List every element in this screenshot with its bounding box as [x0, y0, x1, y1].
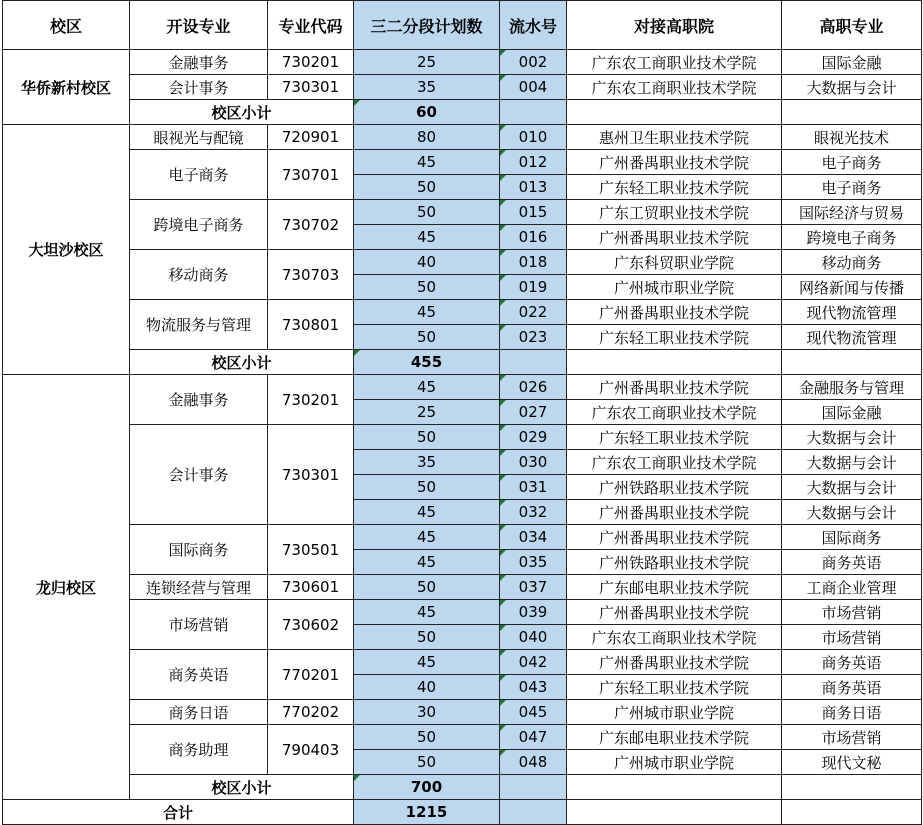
plan-count: 50: [354, 425, 500, 450]
higher-major: 国际经济与贸易: [782, 200, 922, 225]
major-name: 市场营销: [130, 600, 268, 650]
major-name: 商务助理: [130, 725, 268, 775]
subtotal-label: 校区小计: [130, 775, 354, 800]
plan-count: 45: [354, 600, 500, 625]
plan-count: 50: [354, 325, 500, 350]
table-row: [3, 300, 922, 325]
plan-count: 50: [354, 750, 500, 775]
table-row: [3, 75, 922, 100]
plan-count: 45: [354, 225, 500, 250]
higher-major: 大数据与会计: [782, 425, 922, 450]
partner-college: 广东科贸职业学院: [567, 250, 782, 275]
partner-college: 广东轻工职业技术学院: [567, 425, 782, 450]
major-code: 770202: [268, 700, 354, 725]
total-row: [3, 800, 922, 825]
major-name: 会计事务: [130, 75, 268, 100]
table-row: [3, 200, 922, 225]
major-code: 730301: [268, 425, 354, 525]
major-name: 商务英语: [130, 650, 268, 700]
header-higher-major: 高职专业: [782, 1, 922, 50]
major-name: 金融事务: [130, 50, 268, 75]
serial-number: 023: [500, 325, 567, 350]
table-row: [3, 375, 922, 400]
higher-major: 移动商务: [782, 250, 922, 275]
higher-major: 电子商务: [782, 175, 922, 200]
subtotal-row: [3, 100, 922, 125]
partner-college: 广州番禺职业技术学院: [567, 225, 782, 250]
serial-number: 035: [500, 550, 567, 575]
table-row: [3, 50, 922, 75]
total-value: 1215: [354, 800, 500, 825]
higher-major: 跨境电子商务: [782, 225, 922, 250]
partner-college: 广州铁路职业技术学院: [567, 550, 782, 575]
table-row: [3, 700, 922, 725]
serial-number: 031: [500, 475, 567, 500]
partner-college: 广州城市职业学院: [567, 700, 782, 725]
plan-count: 35: [354, 450, 500, 475]
major-name: 金融事务: [130, 375, 268, 425]
higher-major: 市场营销: [782, 625, 922, 650]
higher-major: 商务日语: [782, 700, 922, 725]
subtotal-label: 校区小计: [130, 350, 354, 375]
higher-major: 网络新闻与传播: [782, 275, 922, 300]
major-name: 连锁经营与管理: [130, 575, 268, 600]
campus-name: 大坦沙校区: [3, 125, 130, 375]
plan-count: 25: [354, 50, 500, 75]
major-code: 730501: [268, 525, 354, 575]
plan-count: 45: [354, 150, 500, 175]
partner-college: 广州番禺职业技术学院: [567, 150, 782, 175]
plan-count: 25: [354, 400, 500, 425]
subtotal-major-blank: [782, 350, 922, 375]
major-code: 730601: [268, 575, 354, 600]
major-name: 电子商务: [130, 150, 268, 200]
total-major-blank: [782, 800, 922, 825]
subtotal-college-blank: [567, 350, 782, 375]
serial-number: 010: [500, 125, 567, 150]
partner-college: 广州铁路职业技术学院: [567, 475, 782, 500]
subtotal-value: 455: [354, 350, 500, 375]
subtotal-row: [3, 775, 922, 800]
subtotal-serial-blank: [500, 775, 567, 800]
serial-number: 016: [500, 225, 567, 250]
subtotal-serial-blank: [500, 100, 567, 125]
serial-number: 027: [500, 400, 567, 425]
serial-number: 032: [500, 500, 567, 525]
plan-count: 50: [354, 725, 500, 750]
serial-number: 047: [500, 725, 567, 750]
plan-count: 45: [354, 300, 500, 325]
major-code: 730201: [268, 375, 354, 425]
serial-number: 004: [500, 75, 567, 100]
partner-college: 广东农工商职业技术学院: [567, 625, 782, 650]
major-code: 730702: [268, 200, 354, 250]
partner-college: 广州番禺职业技术学院: [567, 600, 782, 625]
table-row: [3, 425, 922, 450]
major-code: 730201: [268, 50, 354, 75]
partner-college: 广东邮电职业技术学院: [567, 725, 782, 750]
partner-college: 广州城市职业学院: [567, 275, 782, 300]
header-campus: 校区: [3, 1, 130, 50]
higher-major: 国际金融: [782, 400, 922, 425]
table-row: [3, 650, 922, 675]
plan-count: 45: [354, 500, 500, 525]
subtotal-major-blank: [782, 100, 922, 125]
serial-number: 030: [500, 450, 567, 475]
table-row: [3, 575, 922, 600]
plan-count: 50: [354, 575, 500, 600]
serial-number: 015: [500, 200, 567, 225]
serial-number: 029: [500, 425, 567, 450]
serial-number: 019: [500, 275, 567, 300]
higher-major: 金融服务与管理: [782, 375, 922, 400]
higher-major: 大数据与会计: [782, 500, 922, 525]
major-code: 730701: [268, 150, 354, 200]
subtotal-college-blank: [567, 100, 782, 125]
higher-major: 现代物流管理: [782, 325, 922, 350]
campus-name: 龙归校区: [3, 375, 130, 800]
higher-major: 大数据与会计: [782, 450, 922, 475]
partner-college: 广东轻工职业技术学院: [567, 675, 782, 700]
serial-number: 022: [500, 300, 567, 325]
subtotal-serial-blank: [500, 350, 567, 375]
header-college: 对接高职院: [567, 1, 782, 50]
higher-major: 工商企业管理: [782, 575, 922, 600]
major-code: 730801: [268, 300, 354, 350]
table-row: [3, 250, 922, 275]
partner-college: 广东农工商职业技术学院: [567, 400, 782, 425]
higher-major: 市场营销: [782, 725, 922, 750]
major-code: 730703: [268, 250, 354, 300]
plan-count: 50: [354, 475, 500, 500]
header-row: [3, 1, 922, 50]
major-code: 720901: [268, 125, 354, 150]
subtotal-college-blank: [567, 775, 782, 800]
serial-number: 042: [500, 650, 567, 675]
partner-college: 广东工贸职业技术学院: [567, 200, 782, 225]
table-row: [3, 600, 922, 625]
partner-college: 惠州卫生职业技术学院: [567, 125, 782, 150]
higher-major: 眼视光技术: [782, 125, 922, 150]
subtotal-value: 60: [354, 100, 500, 125]
higher-major: 市场营销: [782, 600, 922, 625]
major-code: 730602: [268, 600, 354, 650]
plan-count: 35: [354, 75, 500, 100]
higher-major: 商务英语: [782, 550, 922, 575]
total-college-blank: [567, 800, 782, 825]
plan-count: 40: [354, 250, 500, 275]
partner-college: 广东轻工职业技术学院: [567, 175, 782, 200]
major-code: 770201: [268, 650, 354, 700]
partner-college: 广东轻工职业技术学院: [567, 325, 782, 350]
serial-number: 002: [500, 50, 567, 75]
major-name: 跨境电子商务: [130, 200, 268, 250]
header-major: 开设专业: [130, 1, 268, 50]
partner-college: 广东农工商职业技术学院: [567, 50, 782, 75]
partner-college: 广东农工商职业技术学院: [567, 75, 782, 100]
table-row: [3, 150, 922, 175]
subtotal-major-blank: [782, 775, 922, 800]
higher-major: 国际商务: [782, 525, 922, 550]
partner-college: 广州番禺职业技术学院: [567, 300, 782, 325]
total-serial-blank: [500, 800, 567, 825]
plan-count: 50: [354, 200, 500, 225]
plan-count: 50: [354, 175, 500, 200]
table-row: [3, 525, 922, 550]
serial-number: 040: [500, 625, 567, 650]
plan-count: 50: [354, 625, 500, 650]
subtotal-row: [3, 350, 922, 375]
higher-major: 商务英语: [782, 650, 922, 675]
major-name: 眼视光与配镜: [130, 125, 268, 150]
table-row: [3, 125, 922, 150]
total-label: 合计: [3, 800, 354, 825]
serial-number: 018: [500, 250, 567, 275]
higher-major: 商务英语: [782, 675, 922, 700]
header-plan: 三二分段计划数: [354, 1, 500, 50]
partner-college: 广州城市职业学院: [567, 750, 782, 775]
serial-number: 048: [500, 750, 567, 775]
major-name: 移动商务: [130, 250, 268, 300]
plan-count: 50: [354, 275, 500, 300]
serial-number: 045: [500, 700, 567, 725]
plan-count: 45: [354, 525, 500, 550]
subtotal-label: 校区小计: [130, 100, 354, 125]
subtotal-value: 700: [354, 775, 500, 800]
header-code: 专业代码: [268, 1, 354, 50]
higher-major: 大数据与会计: [782, 75, 922, 100]
plan-count: 80: [354, 125, 500, 150]
serial-number: 043: [500, 675, 567, 700]
partner-college: 广州番禺职业技术学院: [567, 500, 782, 525]
partner-college: 广州番禺职业技术学院: [567, 375, 782, 400]
header-serial: 流水号: [500, 1, 567, 50]
serial-number: 037: [500, 575, 567, 600]
serial-number: 012: [500, 150, 567, 175]
major-code: 730301: [268, 75, 354, 100]
partner-college: 广州番禺职业技术学院: [567, 650, 782, 675]
serial-number: 039: [500, 600, 567, 625]
major-name: 商务日语: [130, 700, 268, 725]
major-code: 790403: [268, 725, 354, 775]
plan-count: 45: [354, 550, 500, 575]
partner-college: 广东农工商职业技术学院: [567, 450, 782, 475]
serial-number: 026: [500, 375, 567, 400]
higher-major: 现代文秘: [782, 750, 922, 775]
table-row: [3, 725, 922, 750]
serial-number: 034: [500, 525, 567, 550]
plan-count: 30: [354, 700, 500, 725]
higher-major: 大数据与会计: [782, 475, 922, 500]
higher-major: 国际金融: [782, 50, 922, 75]
campus-name: 华侨新村校区: [3, 50, 130, 125]
partner-college: 广州番禺职业技术学院: [567, 525, 782, 550]
higher-major: 现代物流管理: [782, 300, 922, 325]
plan-count: 40: [354, 675, 500, 700]
major-name: 会计事务: [130, 425, 268, 525]
plan-count: 45: [354, 650, 500, 675]
partner-college: 广东邮电职业技术学院: [567, 575, 782, 600]
plan-count: 45: [354, 375, 500, 400]
major-name: 物流服务与管理: [130, 300, 268, 350]
higher-major: 电子商务: [782, 150, 922, 175]
enrollment-plan-table: [2, 0, 922, 825]
major-name: 国际商务: [130, 525, 268, 575]
serial-number: 013: [500, 175, 567, 200]
